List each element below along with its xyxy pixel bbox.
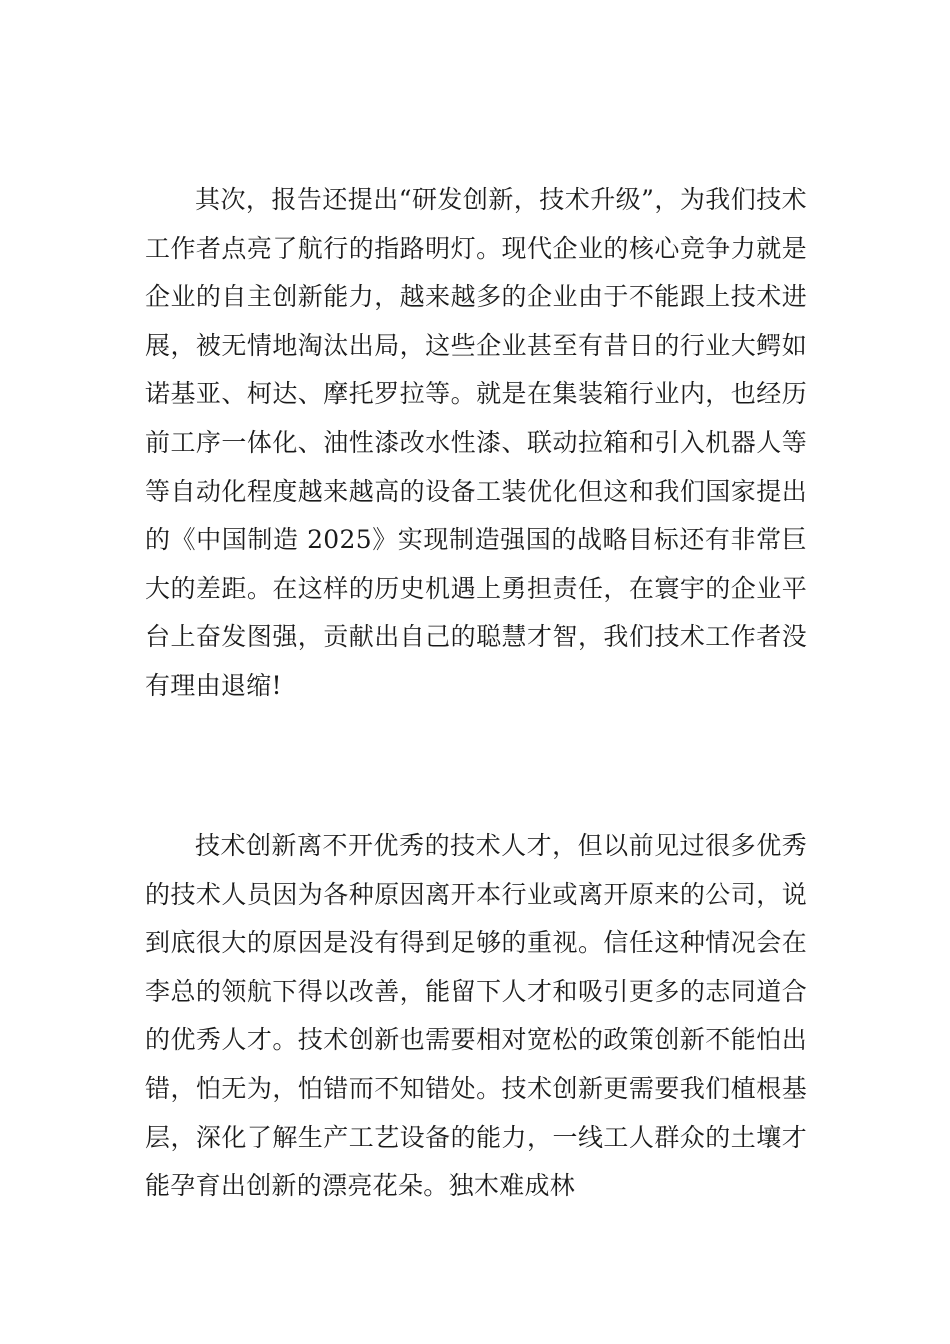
body-paragraph-1: 其次，报告还提出“研发创新，技术升级”，为我们技术工作者点亮了航行的指路明灯。现代企业的核心竞争力就是企业的自主创新能力，越来越多的企业由于不能跟上技术进展，被无情地淘汰出局，这些企业甚至有昔日的行业大鳄如诺基亚、柯达、摩托罗拉等。就是在集装箱行业内，也经历前工序一体化、油性漆改水性漆、联动拉箱和引入机器人等等自动化程度越来越高的设备工装优化但这和我们国家提出的《中国制造 2025》实现制造强国的战略目标还有非常巨大的差距。在这样的历史机遇上勇担责任，在寰宇的企业平台上奋发图强，贡献出自己的聪慧才智，我们技术工作者没有理由退缩! — [145, 185, 807, 700]
body-paragraph-2: 技术创新离不开优秀的技术人才，但以前见过很多优秀的技术人员因为各种原因离开本行业或离开原来的公司，说到底很大的原因是没有得到足够的重视。信任这种情况会在李总的领航下得以改善，能留下人才和吸引更多的志同道合的优秀人才。技术创新也需要相对宽松的政策创新不能怕出错，怕无为，怕错而不知错处。技术创新更需要我们植根基层，深化了解生产工艺设备的能力，一线工人群众的土壤才能孕育出创新的漂亮花朵。独木难成林 — [145, 831, 807, 1201]
